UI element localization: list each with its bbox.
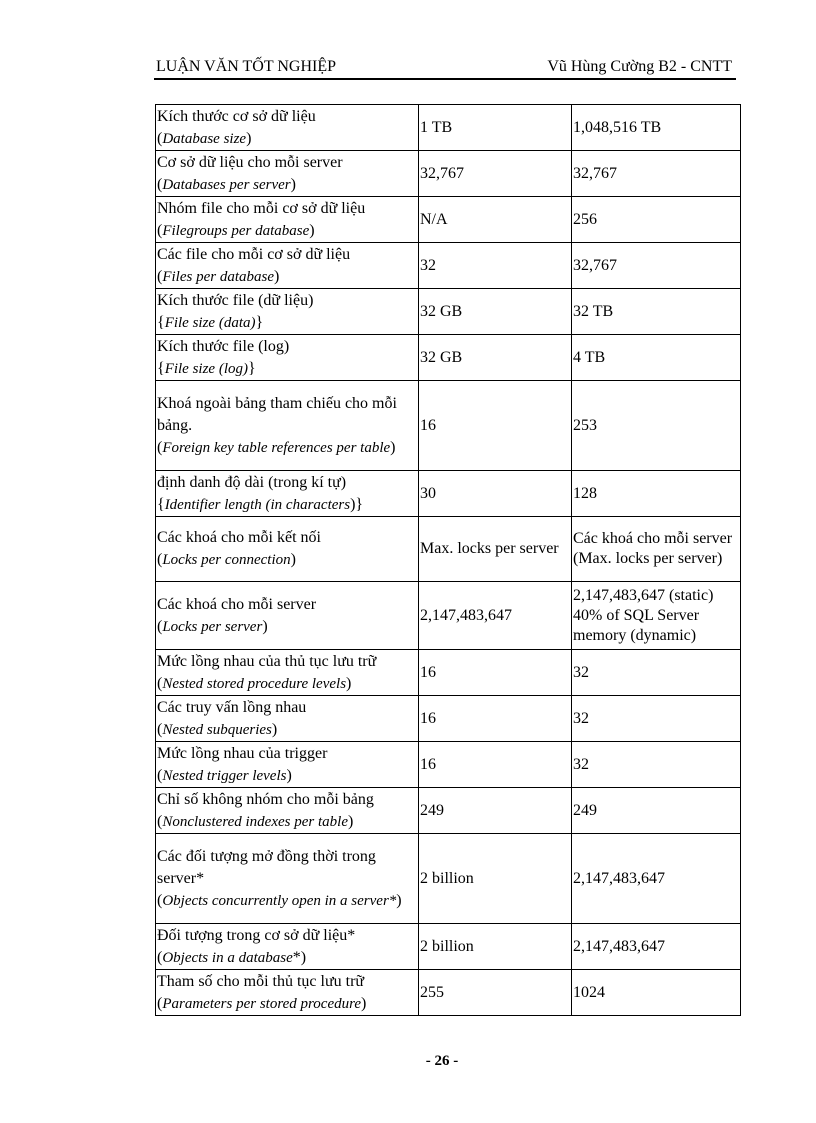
value-1: 255	[420, 983, 444, 1001]
header-rule	[154, 78, 736, 80]
feature-vi: Kích thước cơ sở dữ liệu	[157, 107, 316, 125]
value-2: 253	[573, 416, 597, 434]
value-cell-1	[419, 335, 572, 381]
paren-close: *)	[292, 948, 307, 966]
paren-open: (	[157, 175, 163, 193]
feature-cell	[156, 924, 419, 970]
paren-close: )	[346, 674, 352, 692]
value-1: N/A	[420, 210, 448, 228]
table-row	[156, 924, 741, 970]
paren-open: (	[157, 221, 163, 239]
value-cell-1	[419, 696, 572, 742]
paren-close: )	[262, 617, 268, 635]
table-row	[156, 650, 741, 696]
feature-cell	[156, 105, 419, 151]
feature-vi: Nhóm file cho mỗi cơ sở dữ liệu	[157, 199, 366, 217]
table-row	[156, 742, 741, 788]
value-cell-2	[572, 788, 741, 834]
feature-en: Nested subqueries	[162, 721, 272, 738]
feature-cell	[156, 335, 419, 381]
value-1: 249	[420, 801, 444, 819]
value-cell-1	[419, 471, 572, 517]
value-cell-1	[419, 517, 572, 582]
paren-open: (	[157, 766, 163, 784]
paren-close: )	[290, 175, 296, 193]
paren-open: (	[157, 129, 163, 147]
feature-cell	[156, 381, 419, 471]
feature-en: Database size	[162, 130, 247, 147]
feature-en: File size (data)	[164, 314, 256, 331]
table-row	[156, 696, 741, 742]
value-2: 4 TB	[573, 348, 606, 366]
value-2: 256	[573, 210, 597, 228]
value-1: 1 TB	[420, 118, 453, 136]
table-row	[156, 517, 741, 582]
paren-open: {	[157, 313, 165, 331]
value-2: 32	[573, 755, 589, 773]
value-cell-1	[419, 834, 572, 924]
value-cell-1	[419, 788, 572, 834]
paren-open: (	[157, 994, 163, 1012]
paren-close: )	[246, 129, 252, 147]
value-2: 2,147,483,647 (static) 40% of SQL Server memory (dynamic)	[573, 586, 714, 644]
value-2: 32	[573, 663, 589, 681]
value-1: 30	[420, 484, 436, 502]
value-1: Max. locks per server	[420, 540, 559, 557]
feature-en: Nonclustered indexes per table	[162, 813, 348, 830]
paren-open: (	[157, 812, 163, 830]
paren-open: {	[157, 359, 165, 377]
value-cell-1	[419, 289, 572, 335]
value-cell-2	[572, 696, 741, 742]
paren-open: (	[157, 948, 163, 966]
value-1: 32	[420, 256, 436, 274]
feature-vi: Các truy vấn lồng nhau	[157, 698, 307, 716]
feature-en: Locks per server	[162, 618, 263, 635]
table-row	[156, 834, 741, 924]
value-1: 32,767	[420, 164, 464, 182]
value-cell-2	[572, 381, 741, 471]
header-author: Vũ Hùng Cường B2 - CNTT	[547, 58, 732, 75]
value-cell-2	[572, 517, 741, 582]
value-cell-1	[419, 151, 572, 197]
table-row	[156, 970, 741, 1016]
value-1: 16	[420, 416, 436, 434]
feature-en: Nested trigger levels	[162, 767, 287, 784]
value-2: Các khoá cho mỗi server (Max. locks per server)	[573, 530, 733, 567]
paren-open: (	[157, 267, 163, 285]
value-cell-2	[572, 243, 741, 289]
value-1: 2,147,483,647	[420, 606, 512, 624]
feature-cell	[156, 970, 419, 1016]
feature-vi: Các khoá cho mỗi kết nối	[157, 529, 321, 546]
value-cell-1	[419, 381, 572, 471]
paren-open: (	[157, 551, 163, 568]
value-2: 1024	[573, 983, 605, 1001]
feature-cell	[156, 696, 419, 742]
paren-close: }	[248, 359, 256, 377]
feature-en: Identifier length (in characters	[164, 496, 351, 513]
paren-open: (	[157, 720, 163, 738]
value-2: 32 TB	[573, 302, 614, 320]
value-cell-1	[419, 650, 572, 696]
feature-cell	[156, 243, 419, 289]
value-cell-1	[419, 924, 572, 970]
feature-vi: định danh độ dài (trong kí tự)	[157, 473, 347, 491]
feature-vi: Các file cho mỗi cơ sở dữ liệu	[157, 245, 351, 263]
feature-en: Objects in a database	[162, 949, 293, 966]
value-1: 16	[420, 709, 436, 727]
feature-en: Filegroups per database	[162, 222, 310, 239]
paren-close: )	[286, 766, 292, 784]
feature-en: Locks per connection	[162, 552, 291, 568]
value-2: 1,048,516 TB	[573, 118, 662, 136]
table-row	[156, 471, 741, 517]
table-row	[156, 151, 741, 197]
value-cell-2	[572, 471, 741, 517]
feature-cell	[156, 517, 419, 582]
table-row	[156, 197, 741, 243]
value-cell-2	[572, 924, 741, 970]
paren-open: (	[157, 891, 163, 909]
table-row	[156, 243, 741, 289]
value-2: 2,147,483,647	[573, 869, 665, 887]
feature-vi: Tham số cho mỗi thủ tục lưu trữ	[157, 972, 365, 990]
paren-close: }	[255, 313, 264, 331]
value-cell-1	[419, 742, 572, 788]
value-cell-1	[419, 197, 572, 243]
feature-cell	[156, 582, 419, 650]
feature-vi: Các khoá cho mỗi server	[157, 595, 317, 613]
value-cell-1	[419, 582, 572, 650]
value-cell-2	[572, 289, 741, 335]
feature-en: Parameters per stored procedure	[162, 995, 362, 1012]
table-row	[156, 582, 741, 650]
value-cell-1	[419, 105, 572, 151]
value-cell-2	[572, 335, 741, 381]
value-2: 249	[573, 801, 597, 819]
value-cell-2	[572, 650, 741, 696]
value-cell-2	[572, 742, 741, 788]
value-cell-2	[572, 582, 741, 650]
value-1: 32 GB	[420, 348, 463, 366]
paren-close: )	[390, 438, 396, 456]
value-2: 128	[573, 484, 597, 502]
feature-en: Foreign key table references per table	[162, 439, 391, 456]
feature-vi: Kích thước file (dữ liệu)	[157, 291, 314, 309]
paren-open: (	[157, 438, 163, 456]
feature-en: Objects concurrently open in a server*	[162, 892, 397, 909]
paren-close: )	[361, 994, 367, 1012]
limits-table	[155, 104, 741, 1016]
paren-close: )}	[350, 495, 364, 513]
feature-cell	[156, 650, 419, 696]
value-cell-2	[572, 834, 741, 924]
value-1: 16	[420, 663, 436, 681]
paren-open: {	[157, 495, 165, 513]
page-header	[156, 56, 734, 78]
feature-en: Databases per server	[162, 176, 291, 193]
feature-en: Nested stored procedure levels	[162, 675, 347, 692]
table-row	[156, 105, 741, 151]
feature-vi: Kích thước file (log)	[157, 337, 290, 355]
table-row	[156, 381, 741, 471]
value-1: 16	[420, 755, 436, 773]
value-cell-2	[572, 970, 741, 1016]
value-2: 2,147,483,647	[573, 937, 665, 955]
feature-vi: Đối tượng trong cơ sở dữ liệu*	[157, 926, 356, 944]
feature-cell	[156, 742, 419, 788]
header-title: LUẬN VĂN TỐT NGHIỆP	[156, 58, 336, 75]
table-row	[156, 289, 741, 335]
feature-cell	[156, 151, 419, 197]
paren-close: )	[309, 221, 315, 239]
paren-close: )	[347, 812, 354, 830]
paren-open: (	[157, 617, 163, 635]
paren-close: )	[290, 551, 296, 568]
page-number: - 26 -	[425, 1053, 459, 1069]
feature-vi: Khoá ngoài bảng tham chiếu cho mỗi bảng.	[157, 394, 397, 434]
table-row	[156, 335, 741, 381]
value-cell-2	[572, 105, 741, 151]
feature-en: Files per database	[162, 268, 274, 285]
paren-close: )	[271, 720, 278, 738]
value-1: 32 GB	[420, 302, 463, 320]
paren-close: )	[396, 891, 402, 909]
paren-open: (	[157, 674, 163, 692]
value-cell-1	[419, 970, 572, 1016]
table-row	[156, 788, 741, 834]
value-cell-2	[572, 151, 741, 197]
limits-table-body	[156, 105, 741, 1016]
feature-cell	[156, 471, 419, 517]
feature-cell	[156, 197, 419, 243]
feature-cell	[156, 788, 419, 834]
value-2: 32,767	[573, 256, 617, 274]
feature-vi: Mức lồng nhau của thủ tục lưu trữ	[157, 652, 377, 670]
value-1: 2 billion	[420, 869, 474, 887]
feature-vi: Các đối tượng mở đồng thời trong server*	[157, 847, 376, 887]
paren-close: )	[273, 267, 280, 285]
value-1: 2 billion	[420, 937, 474, 955]
value-cell-2	[572, 197, 741, 243]
feature-cell	[156, 289, 419, 335]
value-cell-1	[419, 243, 572, 289]
feature-vi: Cơ sở dữ liệu cho mỗi server	[157, 153, 343, 171]
value-2: 32	[573, 709, 589, 727]
feature-en: File size (log)	[164, 360, 249, 377]
value-2: 32,767	[573, 164, 617, 182]
feature-vi: Mức lồng nhau của trigger	[157, 744, 328, 762]
feature-vi: Chỉ số không nhóm cho mỗi bảng	[157, 790, 374, 808]
feature-cell	[156, 834, 419, 924]
